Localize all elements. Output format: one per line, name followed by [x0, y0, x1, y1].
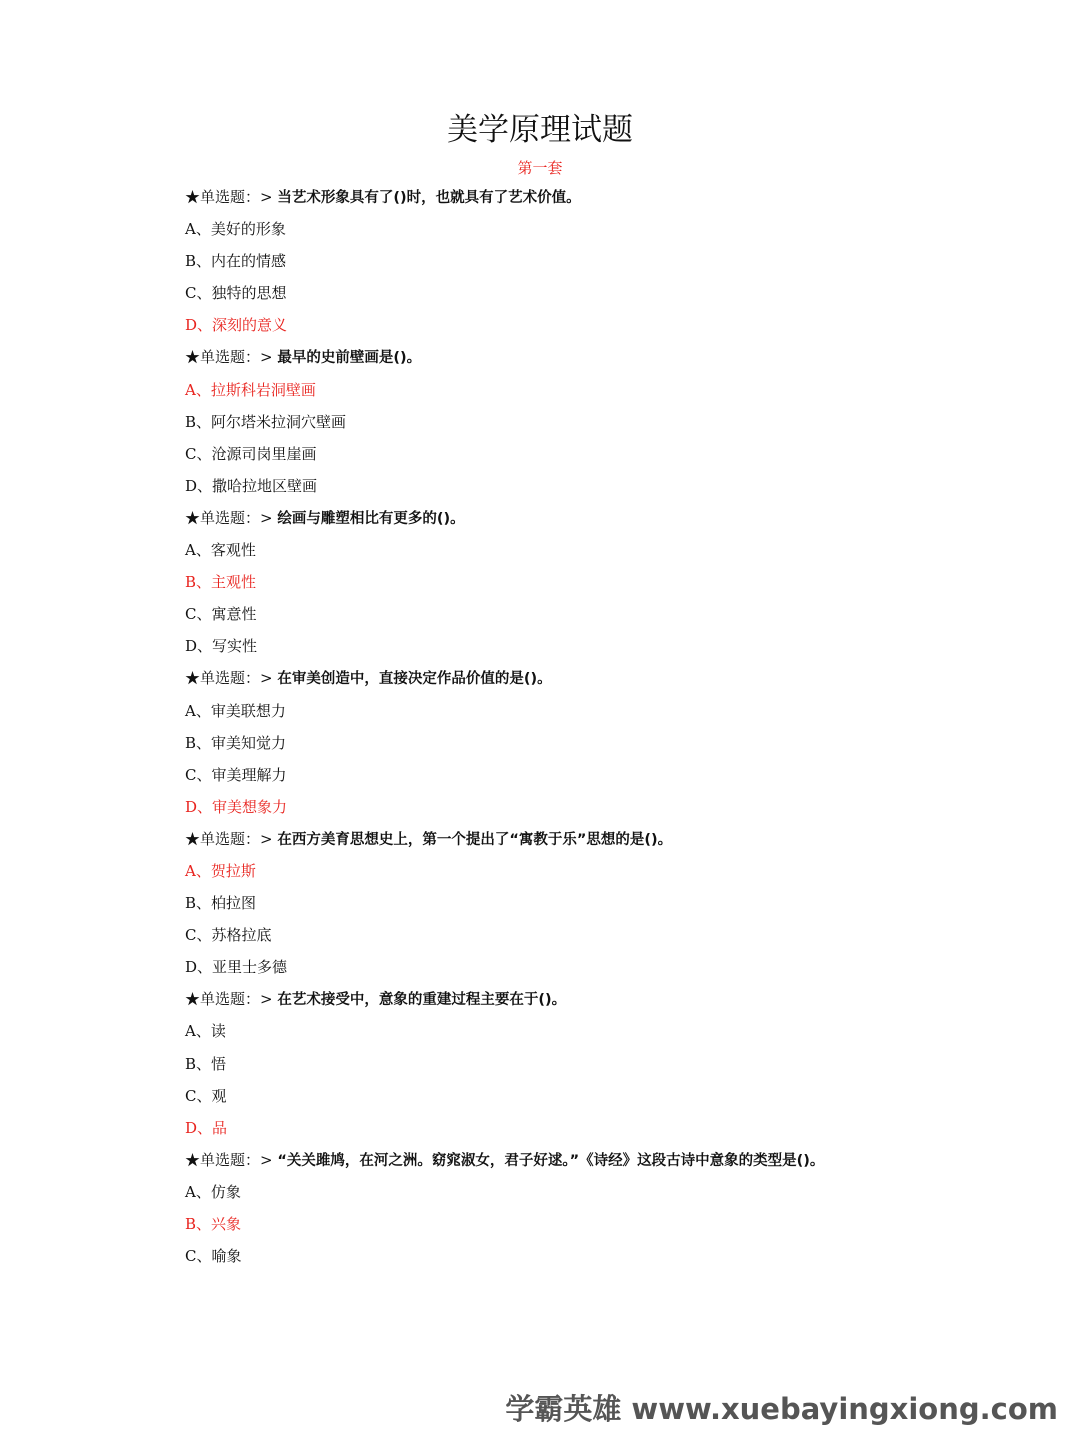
- question-4: [185, 662, 945, 694]
- answer-option: C、观: [185, 1086, 227, 1105]
- question-type-label: ★单选题：>: [185, 669, 273, 688]
- answer-option-correct: D、审美想象力: [185, 797, 288, 816]
- answer-option-correct: D、深刻的意义: [185, 316, 288, 335]
- question-type-label: ★单选题：>: [185, 1150, 273, 1169]
- answer-option: C、喻象: [185, 1247, 242, 1266]
- answer-option: D、撒哈拉地区壁画: [185, 476, 318, 495]
- answer-option: C、沧源司岗里崖画: [185, 444, 317, 463]
- answer-option: A、读: [185, 1022, 226, 1041]
- question-2: [185, 341, 945, 373]
- question-type-label: ★单选题：>: [185, 990, 273, 1009]
- question-type-label: ★单选题：>: [185, 348, 273, 367]
- answer-option: A、审美联想力: [185, 701, 286, 720]
- site-watermark: 学霸英雄 www.xuebayingxiong.com: [505, 1392, 1058, 1426]
- page-title: 美学原理试题: [447, 112, 633, 148]
- question-1: [185, 181, 945, 213]
- answer-option: B、阿尔塔米拉洞穴壁画: [185, 412, 347, 431]
- answer-option: B、内在的情感: [185, 252, 287, 271]
- answer-option-correct: B、主观性: [185, 573, 257, 592]
- answer-option: D、写实性: [185, 637, 258, 656]
- page-subtitle: 第一套: [517, 159, 563, 177]
- answer-option-correct: A、贺拉斯: [185, 861, 256, 880]
- question-stem: 在审美创造中，直接决定作品价值的是()。: [277, 671, 552, 688]
- question-3: [185, 502, 945, 534]
- question-stem: 最早的史前壁画是()。: [277, 350, 422, 367]
- question-stem: 绘画与雕塑相比有更多的()。: [277, 510, 465, 527]
- answer-option: C、独特的思想: [185, 284, 287, 303]
- question-stem: 在艺术接受中，意象的重建过程主要在于()。: [277, 992, 567, 1009]
- answer-option: B、柏拉图: [185, 894, 257, 913]
- question-stem: “关关雎鸠，在河之洲。窈窕淑女，君子好逑。”《诗经》这段古诗中意象的类型是()。: [277, 1152, 825, 1169]
- question-type-label: ★单选题：>: [185, 188, 273, 206]
- answer-option: B、悟: [185, 1054, 227, 1073]
- answer-option-correct: A、拉斯科岩洞壁画: [185, 380, 316, 399]
- answer-option: A、仿象: [185, 1182, 241, 1201]
- question-type-label: ★单选题：>: [185, 508, 273, 527]
- question-5: [185, 823, 945, 855]
- question-6: [185, 983, 945, 1015]
- answer-option: B、审美知觉力: [185, 733, 287, 752]
- question-stem: 在西方美育思想史上，第一个提出了“寓教于乐”思想的是()。: [277, 831, 673, 848]
- question-7: [185, 1144, 945, 1176]
- answer-option: C、寓意性: [185, 605, 257, 624]
- answer-option: A、美好的形象: [185, 220, 286, 239]
- answer-option: A、客观性: [185, 541, 256, 560]
- question-type-label: ★单选题：>: [185, 829, 273, 848]
- question-list: [185, 181, 945, 1272]
- answer-option-correct: D、品: [185, 1118, 228, 1137]
- question-stem: 当艺术形象具有了()时，也就具有了艺术价值。: [277, 190, 581, 206]
- answer-option: C、苏格拉底: [185, 926, 272, 945]
- answer-option: C、审美理解力: [185, 765, 287, 784]
- answer-option: D、亚里士多德: [185, 958, 288, 977]
- answer-option-correct: B、兴象: [185, 1215, 242, 1233]
